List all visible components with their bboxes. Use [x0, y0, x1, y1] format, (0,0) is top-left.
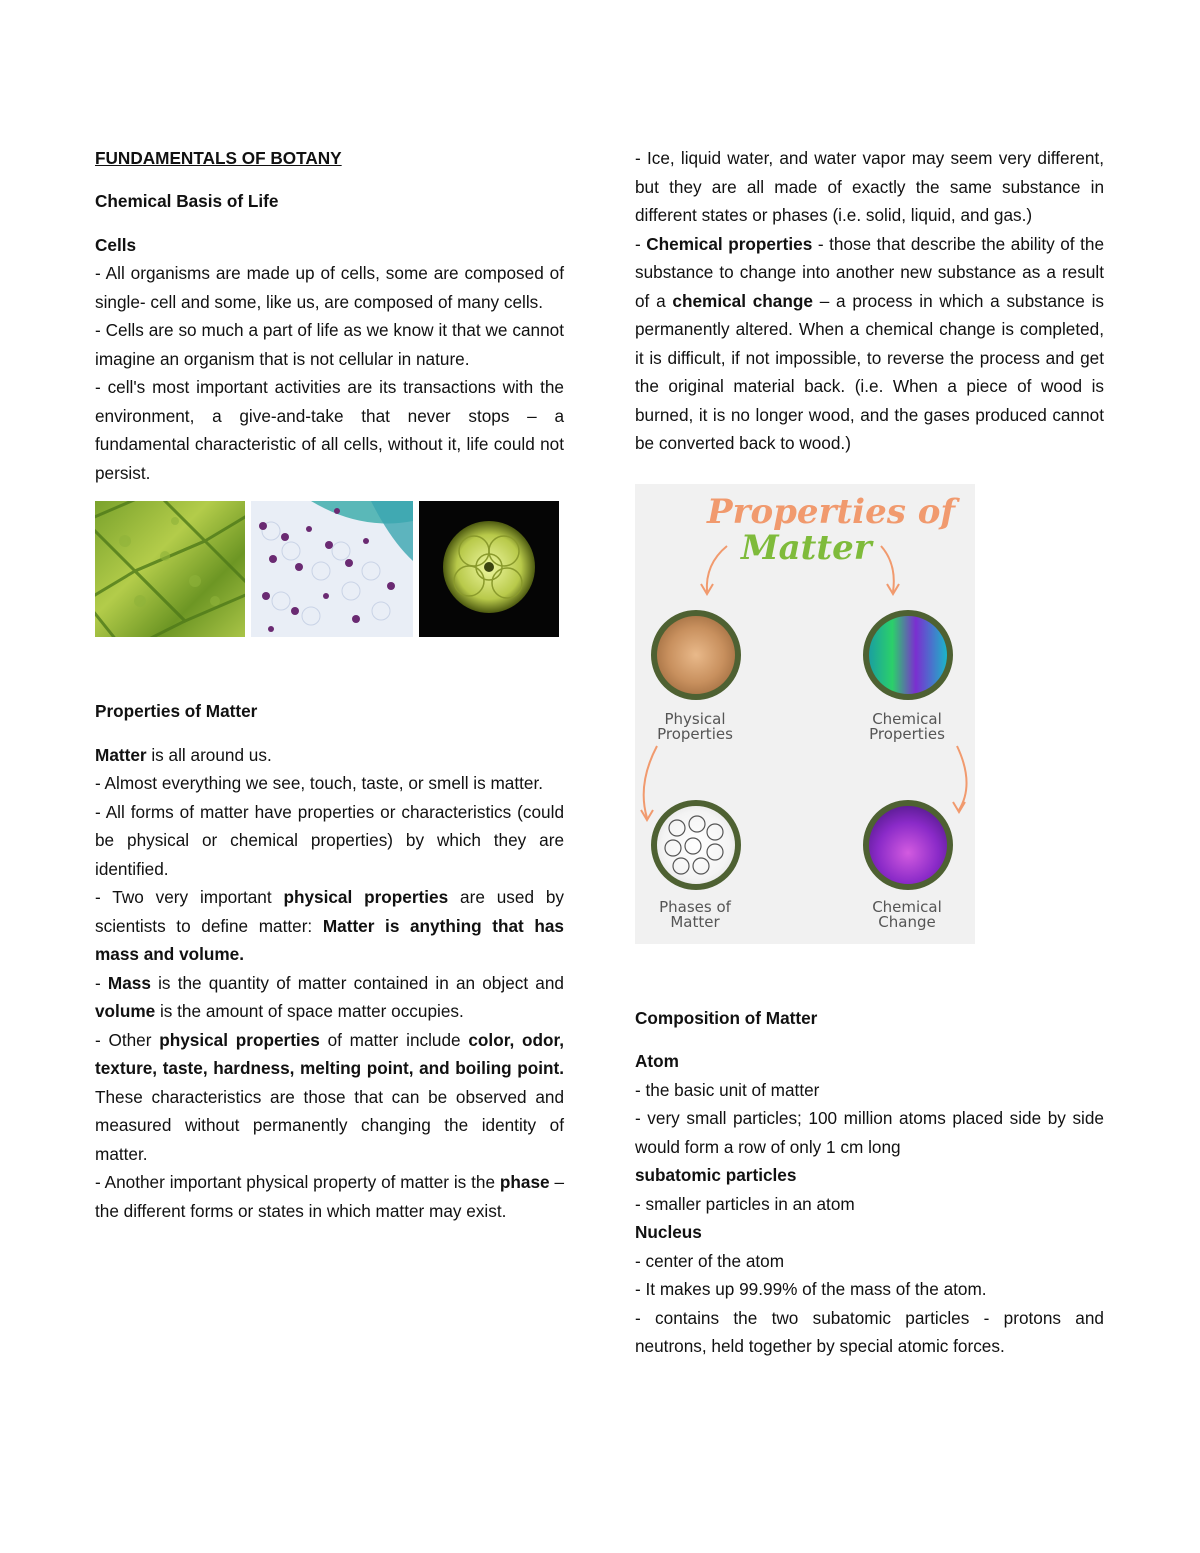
- left-column: [95, 144, 564, 1225]
- label-chemical-properties: Chemical Properties: [869, 709, 945, 743]
- properties-of-matter-heading: Properties of Matter: [95, 701, 258, 721]
- plant-cells-photo: [95, 501, 245, 637]
- cell-colony-photo: [419, 501, 559, 637]
- composition-of-matter-heading: Composition of Matter: [635, 1007, 818, 1028]
- p2-c: - those that describe the ability of the substance to change into another new substance as a result of a: [635, 233, 1105, 311]
- nucleus-bullet-1: - center of the atom: [635, 1250, 785, 1271]
- matter-intro: [95, 741, 564, 770]
- properties-of-matter-diagram: [635, 484, 975, 944]
- nucleus-bullet-3: - contains the two subatomic particles - protons and neutrons, held together by special atomic forces.: [635, 1307, 1104, 1356]
- cells-bullet-1: - All organisms are made up of cells, some are composed of single- cell and some, like us, are composed of many cells.: [95, 263, 564, 312]
- b5-d: color, odor, texture, taste, hardness, melting point, and boiling point.: [95, 1029, 564, 1078]
- matter-bullet-1: - Almost everything we see, touch, taste, or smell is matter.: [95, 773, 544, 793]
- matter-bullet-6: [95, 1168, 564, 1225]
- p2-d: chemical change: [672, 290, 813, 311]
- chemical-properties-paragraph: [635, 230, 1104, 458]
- cell-photos: [95, 501, 563, 637]
- matter-bullet-5: [95, 1026, 564, 1169]
- wood-icon: [651, 610, 741, 700]
- molecules-icon: [651, 800, 741, 890]
- b3-c: are used by scientists to define matter:: [95, 887, 565, 936]
- subatomic-bullet-1: - smaller particles in an atom: [635, 1193, 855, 1214]
- p2-b: Chemical properties: [646, 233, 813, 254]
- matter-intro-rest: is all around us.: [146, 744, 272, 765]
- diagram-title-line1: Properties of: [707, 491, 956, 532]
- b4-c: is the quantity of matter contained in an object and: [150, 972, 564, 993]
- label-phases-of-matter: Phases of Matter: [659, 897, 731, 931]
- section-heading-chemical-basis: Chemical Basis of Life: [95, 191, 279, 211]
- b6-a: - Another important physical property of matter is the: [95, 1172, 500, 1192]
- cells-bullet-2: - Cells are so much a part of life as we know it that we cannot imagine an organism that is not cellular in nature.: [95, 320, 564, 369]
- matter-bullet-3: [95, 883, 564, 969]
- b4-a: -: [95, 972, 108, 993]
- b5-c: of matter include: [319, 1029, 469, 1050]
- stained-cells-photo: [251, 501, 413, 637]
- matter-intro-bold: Matter: [95, 744, 147, 765]
- document-title: FUNDAMENTALS OF BOTANY: [95, 148, 342, 168]
- atom-bullet-1: - the basic unit of matter: [635, 1079, 820, 1100]
- flask-icon: [863, 800, 953, 890]
- subatomic-heading: subatomic particles: [635, 1165, 797, 1185]
- beakers-icon: [863, 610, 953, 700]
- atom-heading: Atom: [635, 1051, 679, 1071]
- matter-bullet-4: [95, 969, 564, 1026]
- b3-a: - Two very important: [95, 887, 284, 907]
- b4-b: Mass: [107, 972, 151, 993]
- label-physical-properties: Physical Properties: [657, 709, 733, 743]
- phases-paragraph: - Ice, liquid water, and water vapor may seem very different, but they are all made of exactly the same substance in different states or phases (i.e. solid, liquid, and gas.): [635, 148, 1104, 225]
- right-column: [635, 144, 1104, 1361]
- b4-d: volume: [95, 1001, 156, 1021]
- b5-e: These characteristics are those that can be observed and measured without permanently changing the identity of matter.: [95, 1086, 564, 1164]
- b3-d: Matter is anything that has mass and volume.: [95, 915, 564, 964]
- cells-bullet-3: - cell's most important activities are its transactions with the environment, a give-and-take that never stops – a fundamental characteristic of all cells, without it, life could not persist.: [95, 377, 564, 483]
- b5-b: physical properties: [159, 1029, 320, 1050]
- b5-a: - Other: [95, 1029, 160, 1050]
- diagram-title-line2: Matter: [741, 527, 872, 568]
- b3-b: physical properties: [283, 887, 449, 907]
- nucleus-bullet-2: - It makes up 99.99% of the mass of the atom.: [635, 1279, 987, 1299]
- p2-e: – a process in which a substance is permanently altered. When a chemical change is completed, it is difficult, if not impossible, to reverse the process and get the original material back. (i.e. When a piece of wood is burned, it is no longer wood, and the gases produced cannot be converted back to wood.): [635, 290, 1104, 453]
- p2-a: -: [635, 233, 647, 254]
- nucleus-heading: Nucleus: [635, 1222, 702, 1242]
- b6-b: phase: [499, 1172, 550, 1192]
- label-chemical-change: Chemical Change: [872, 897, 942, 931]
- b6-c: – the different forms or states in which matter may exist.: [95, 1172, 564, 1221]
- b4-e: is the amount of space matter occupies.: [155, 1001, 464, 1021]
- cells-heading: Cells: [95, 234, 137, 255]
- matter-bullet-2: - All forms of matter have properties or characteristics (could be physical or chemical properties) by which they are identified.: [95, 801, 564, 879]
- atom-bullet-2: - very small particles; 100 million atoms placed side by side would form a row of only 1 cm long: [635, 1108, 1104, 1157]
